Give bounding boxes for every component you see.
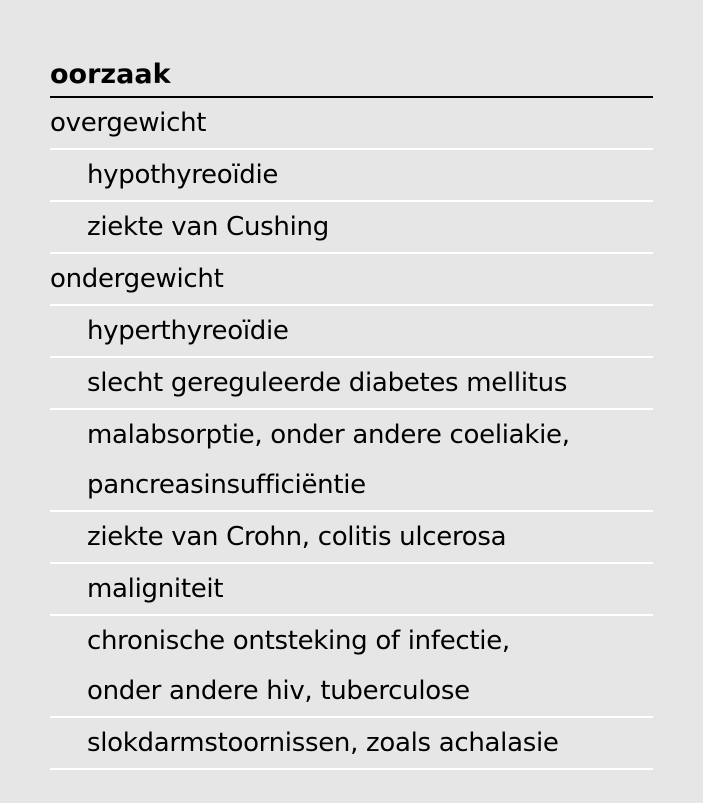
row-text: hyperthyreoïdie — [87, 316, 289, 346]
row-text: ondergewicht — [50, 264, 224, 294]
row-text-continued: onder andere hiv, tuberculose — [87, 676, 470, 706]
row-text: ziekte van Cushing — [87, 212, 329, 242]
row-text: malabsorptie, onder andere coeliakie, — [87, 420, 570, 450]
table-row-cushing — [50, 202, 653, 254]
row-text: maligniteit — [87, 574, 224, 604]
table-header: oorzaak — [50, 50, 653, 98]
row-text: hypothyreoïdie — [87, 160, 279, 190]
table-row-hyperthyreoidie — [50, 306, 653, 358]
row-text: ziekte van Crohn, colitis ulcerosa — [87, 522, 507, 552]
table-row-ontsteking — [50, 616, 653, 718]
cause-table — [50, 50, 653, 770]
row-text: slecht gereguleerde diabetes mellitus — [87, 368, 568, 398]
row-text-continued: pancreasinsufficiëntie — [87, 470, 366, 500]
row-text: slokdarmstoornissen, zoals achalasie — [87, 728, 559, 758]
table-row-hypothyreoidie — [50, 150, 653, 202]
table-row-maligniteit — [50, 564, 653, 616]
table-row-diabetes — [50, 358, 653, 410]
row-text: chronische ontsteking of infectie, — [87, 626, 510, 656]
table-row-slokdarm — [50, 718, 653, 770]
table-row-malabsorptie — [50, 410, 653, 512]
row-text: overgewicht — [50, 108, 207, 138]
table-row-ondergewicht — [50, 254, 653, 306]
table-row-crohn — [50, 512, 653, 564]
table-row-overgewicht — [50, 98, 653, 150]
